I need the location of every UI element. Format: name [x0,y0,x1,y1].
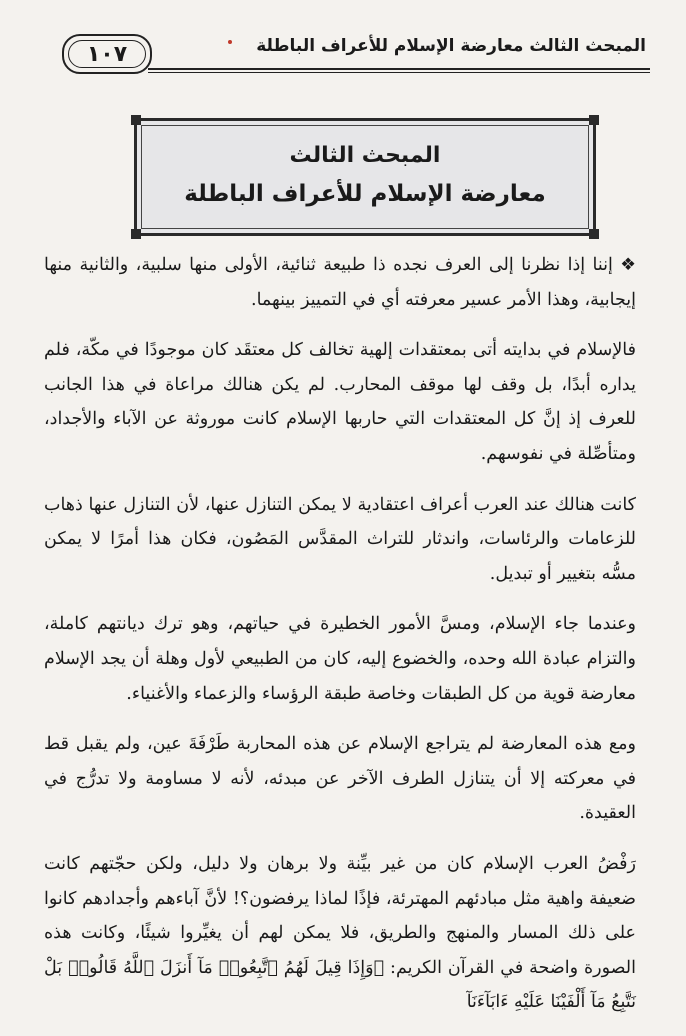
ink-dot [228,40,232,44]
paragraph: ❖ إننا إذا نظرنا إلى العرف نجده ذا طبيعة ثنائية، الأولى منها سلبية، والثانية منها إيجابية، وهذا الأمر عسير معرفته أي في التمييز بينهما. [44,255,636,310]
frame-corner [589,229,599,239]
paragraph: كانت هنالك عند العرب أعراف اعتقادية لا يمكن التنازل عنها، لأن التنازل عنها ذهاب للزعامات والرئاسات، واندثار للتراث المقدَّس المَصُون، فكان هذا أمرًا لا يمكن مسُّه بتغيير أو تبديل. [44,494,636,584]
page-number: ١٠٧ [86,41,128,67]
page-number-badge [62,34,152,74]
frame-corner [131,115,141,125]
body-text [44,248,636,1036]
paragraph: فالإسلام في بدايته أتى بمعتقدات إلهية تخالف كل معتقَد كان موجودًا في مكّة، فلم يداره أبدًا، بل وقف لها موقف المحارب. لم يكن هنالك مراعاة في هذا الجانب للعرف إذ إنَّ كل المعتقدات التي حاربها الإسلام كانت موروثة عن الآباء والأجداد، ومتأصِّلة في نفوسهم. [44,340,636,464]
paragraph: رَفْضُ العرب الإسلام كان من غير بيِّنة ولا برهان ولا دليل، ولكن حجّتهم كانت ضعيفة واهية مثل مبادئهم المهترئة، فإذًا لماذا يرفضون؟! لأنَّ آباءهم وأجدادهم كانوا على ذلك المسار والمنهج والطريق، فلا يمكن لهم أن يغيِّروا شيئًا، وكانت هذه الصورة واضحة في القرآن الكريم: ﴿وَإِذَا قِيلَ لَهُمُ ٱتَّبِعُوا۟ مَآ أَنزَلَ ٱللَّهُ قَالُوا۟ بَلْ نَتَّبِعُ مَآ أَلْفَيْنَا عَلَيْهِ ءَابَآءَنَآ [44,853,636,1013]
running-header-title: المبحث الثالث معارضة الإسلام للأعراف الباطلة [256,36,646,56]
section-subheading: معارضة الإسلام للأعراف الباطلة [184,181,546,207]
frame-corner [589,115,599,125]
section-title-box [134,118,596,236]
frame-corner [131,229,141,239]
paragraph: وعندما جاء الإسلام، ومسَّ الأمور الخطيرة في حياتهم، وهو ترك ديانتهم كاملة، والتزام عبادة الله وحده، والخضوع إليه، كان من الطبيعي لأول وهلة أن يجد الإسلام معارضة قوية من كل الطبقات وخاصة طبقة الرؤساء والزعماء والأغنياء. [44,614,636,704]
header-rule-secondary [148,72,650,73]
header-rule [148,68,650,70]
section-heading: المبحث الثالث [289,143,441,168]
page-header [40,20,650,74]
paragraph: ومع هذه المعارضة لم يتراجع الإسلام عن هذه المحاربة طَرْفَةَ عين، ولم يقبل قط في معركته إلا أن يتنازل الطرف الآخر عن مبدئه، لأنه لا مساومة ولا تدرُّج في العقيدة. [44,734,636,824]
